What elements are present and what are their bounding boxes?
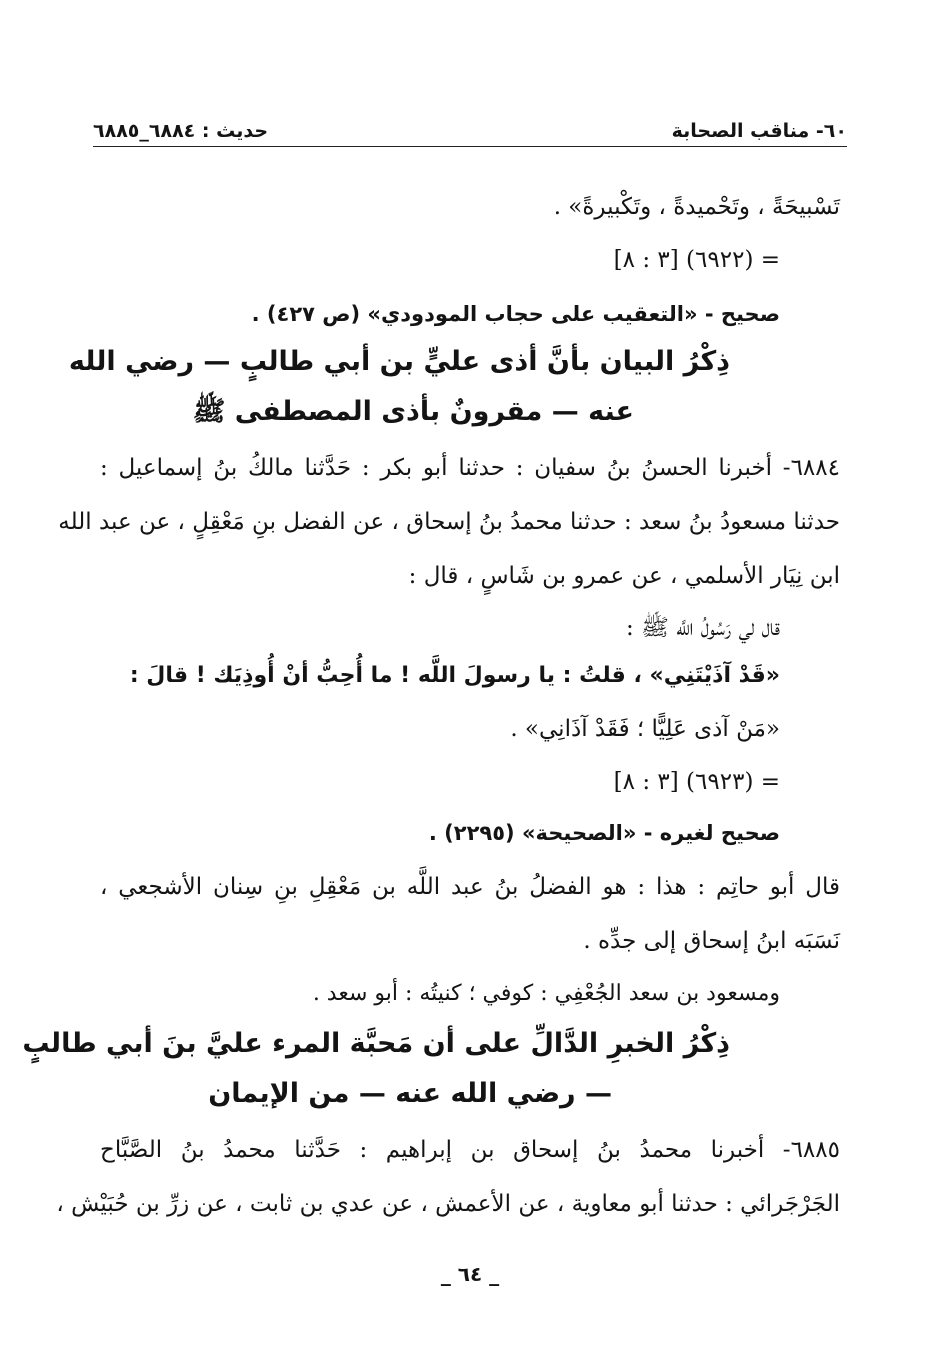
page-number: _ ٦٤ _ bbox=[440, 1262, 500, 1286]
commentary-line: نَسَبَه ابنُ إسحاق إلى جدِّه . bbox=[583, 928, 840, 954]
text-line: تَسْبيحَةً ، وتَحْميدةً ، وتَكْبيرةً» . bbox=[553, 194, 840, 220]
grading-note: صحيح - «التعقيب على حجاب المودودي» (ص ٤٢٧) . bbox=[251, 302, 780, 326]
header-divider bbox=[93, 146, 847, 147]
hadith-text-line: الجَرْجَرائي : حدثنا أبو معاوية ، عن الأعمش ، عن عدي بن ثابت ، عن زرِّ بن حُبَيْش ، bbox=[56, 1191, 840, 1217]
grading-note: صحيح لغيره - «الصحيحة» (٢٢٩٥) . bbox=[428, 821, 780, 845]
cross-reference: = (٦٩٢٣) [٣ : ٨] bbox=[613, 769, 780, 795]
hadith-text-line: قال لي رَسُولُ اللَّه ﷺ : bbox=[626, 615, 780, 641]
hadith-quote-line: «قَدْ آذَيْتَنِي» ، قلتُ : يا رسولَ اللَّه ! ما أُحِبُّ أنْ أُوذِيَك ! قالَ : bbox=[129, 663, 780, 688]
hadith-range: حديث : ٦٨٨٤_٦٨٨٥ bbox=[93, 120, 269, 142]
hadith-quote-line: «مَنْ آذى عَلِيًّا ؛ فَقَدْ آذَانِي» . bbox=[510, 716, 780, 742]
running-header bbox=[93, 108, 847, 142]
hadith-text-line: ابن نِيَار الأسلمي ، عن عمرو بن شَاسٍ ، قال : bbox=[408, 563, 840, 589]
hadith-text-line: حدثنا مسعودُ بنُ سعد : حدثنا محمدُ بنُ إسحاق ، عن الفضل بنِ مَعْقِلٍ ، عن عبد الله bbox=[58, 509, 840, 535]
commentary-line: ومسعود بن سعد الجُعْفِي : كوفي ؛ كنيتُه : أبو سعد . bbox=[312, 981, 780, 1006]
section-heading-continued: — رضي الله عنه — من الإيمان bbox=[208, 1078, 612, 1109]
section-heading: ذِكْرُ الخبرِ الدَّالِّ على أن مَحبَّة المرء عليَّ بنَ أبي طالبٍ bbox=[22, 1028, 730, 1059]
hadith-text-line: ٦٨٨٥- أخبرنا محمدُ بنُ إسحاق بن إبراهيم : حَدَّثنا محمدُ بنُ الصَّبَّاح bbox=[100, 1137, 840, 1163]
section-heading: ذِكْرُ البيان بأنَّ أذى عليٍّ بن أبي طالبٍ — رضي الله bbox=[68, 346, 730, 377]
chapter-title: ٦٠- مناقب الصحابة bbox=[671, 120, 847, 142]
section-heading-continued: عنه — مقرونٌ بأذى المصطفى ﷺ bbox=[192, 396, 634, 427]
hadith-text-line: ٦٨٨٤- أخبرنا الحسنُ بنُ سفيان : حدثنا أبو بكر : حَدَّثنا مالكُ بنُ إسماعيل : bbox=[100, 455, 840, 481]
commentary-line: قال أبو حاتِم : هذا : هو الفضلُ بنُ عبد اللَّه بن مَعْقِلِ بنِ سِنان الأشجعي ، bbox=[100, 874, 840, 900]
cross-reference: = (٦٩٢٢) [٣ : ٨] bbox=[613, 247, 780, 273]
